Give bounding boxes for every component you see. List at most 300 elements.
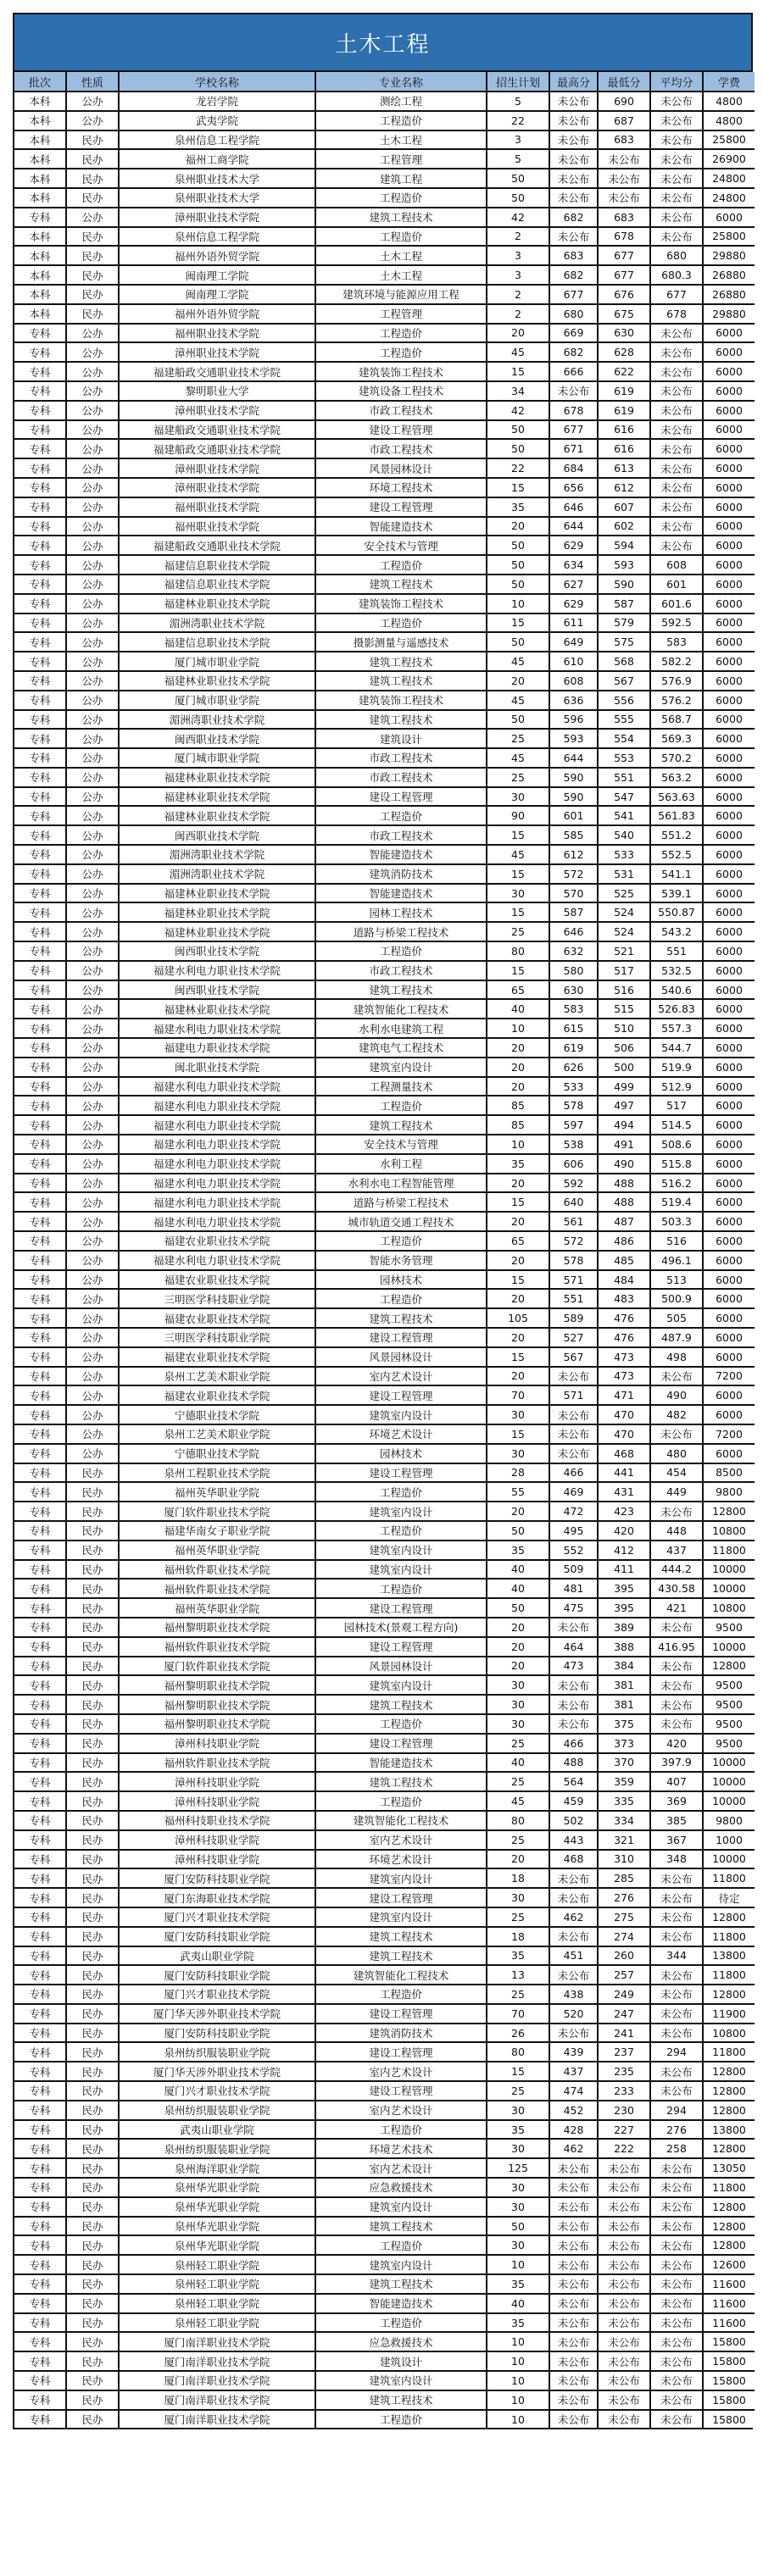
cell-batch: 专科 bbox=[14, 671, 66, 691]
cell-type: 公办 bbox=[66, 787, 119, 807]
cell-type: 公办 bbox=[66, 710, 119, 730]
cell-school: 闽西职业技术学院 bbox=[119, 941, 315, 961]
cell-major: 环境艺术技术 bbox=[315, 2139, 487, 2158]
cell-avg-score: 未公布 bbox=[650, 420, 703, 440]
cell-min-score: 616 bbox=[598, 420, 650, 440]
cell-school: 三明医学科技职业学院 bbox=[119, 1328, 315, 1347]
cell-type: 公办 bbox=[66, 594, 119, 613]
cell-min-score: 473 bbox=[598, 1347, 650, 1367]
cell-tuition: 29880 bbox=[703, 304, 755, 324]
cell-tuition: 6000 bbox=[703, 517, 755, 536]
cell-batch: 专科 bbox=[14, 2101, 66, 2120]
cell-min-score: 未公布 bbox=[598, 2332, 650, 2351]
cell-type: 民办 bbox=[66, 1502, 119, 1521]
cell-tuition: 9800 bbox=[703, 1811, 755, 1830]
cell-avg-score: 未公布 bbox=[650, 2062, 703, 2081]
cell-max-score: 未公布 bbox=[549, 227, 598, 247]
cell-plan: 15 bbox=[487, 864, 549, 884]
cell-max-score: 572 bbox=[549, 864, 598, 884]
cell-major: 市政工程技术 bbox=[315, 439, 487, 458]
cell-avg-score: 407 bbox=[650, 1772, 703, 1791]
cell-school: 厦门兴才职业技术学院 bbox=[119, 2081, 315, 2101]
cell-major: 建筑室内设计 bbox=[315, 2371, 487, 2390]
cell-type: 公办 bbox=[66, 1115, 119, 1135]
cell-type: 公办 bbox=[66, 1231, 119, 1251]
table-row bbox=[14, 2062, 755, 2081]
cell-avg-score: 563.63 bbox=[650, 787, 703, 807]
cell-major: 建筑室内设计 bbox=[315, 1541, 487, 1560]
cell-plan: 10 bbox=[487, 2371, 549, 2390]
cell-avg-score: 未公布 bbox=[650, 401, 703, 420]
table-row bbox=[14, 1328, 755, 1347]
cell-avg-score: 未公布 bbox=[650, 1618, 703, 1637]
cell-major: 建筑室内设计 bbox=[315, 1868, 487, 1888]
table-row bbox=[14, 1038, 755, 1058]
cell-tuition: 15800 bbox=[703, 2332, 755, 2351]
col-header-max-score: 最高分 bbox=[549, 72, 598, 92]
cell-max-score: 未公布 bbox=[549, 2235, 598, 2255]
cell-avg-score: 678 bbox=[650, 304, 703, 324]
cell-plan: 30 bbox=[487, 1695, 549, 1714]
table-row bbox=[14, 1251, 755, 1270]
cell-school: 闽西职业技术学院 bbox=[119, 980, 315, 1000]
cell-plan: 80 bbox=[487, 941, 549, 961]
cell-type: 公办 bbox=[66, 1077, 119, 1096]
cell-school: 福州外语外贸学院 bbox=[119, 304, 315, 324]
cell-avg-score: 500.9 bbox=[650, 1289, 703, 1308]
cell-plan: 26 bbox=[487, 2024, 549, 2043]
cell-max-score: 572 bbox=[549, 1231, 598, 1251]
table-row bbox=[14, 208, 755, 227]
cell-avg-score: 512.9 bbox=[650, 1077, 703, 1096]
cell-batch: 专科 bbox=[14, 845, 66, 864]
cell-plan: 20 bbox=[487, 1618, 549, 1637]
cell-batch: 专科 bbox=[14, 1289, 66, 1308]
cell-plan: 15 bbox=[487, 961, 549, 980]
cell-school: 泉州工艺美术职业学院 bbox=[119, 1367, 315, 1386]
cell-tuition: 6000 bbox=[703, 1174, 755, 1193]
cell-type: 民办 bbox=[66, 1927, 119, 1946]
cell-tuition: 6000 bbox=[703, 1019, 755, 1038]
cell-school: 福建水利电力职业技术学院 bbox=[119, 1077, 315, 1096]
table-row bbox=[14, 169, 755, 188]
cell-batch: 专科 bbox=[14, 1482, 66, 1502]
cell-school: 福州软件职业技术学院 bbox=[119, 1579, 315, 1598]
cell-major: 环境工程技术 bbox=[315, 478, 487, 497]
cell-max-score: 未公布 bbox=[549, 2158, 598, 2178]
cell-school: 漳州职业技术学院 bbox=[119, 401, 315, 420]
cell-max-score: 611 bbox=[549, 613, 598, 633]
cell-max-score: 677 bbox=[549, 285, 598, 304]
cell-type: 民办 bbox=[66, 130, 119, 150]
cell-max-score: 612 bbox=[549, 845, 598, 864]
table-row bbox=[14, 1695, 755, 1714]
table-row bbox=[14, 652, 755, 671]
cell-major: 市政工程技术 bbox=[315, 768, 487, 787]
cell-batch: 专科 bbox=[14, 2024, 66, 2043]
cell-type: 公办 bbox=[66, 902, 119, 922]
cell-type: 民办 bbox=[66, 2313, 119, 2333]
cell-plan: 30 bbox=[487, 2178, 549, 2197]
cell-plan: 20 bbox=[487, 1289, 549, 1308]
cell-min-score: 590 bbox=[598, 575, 650, 594]
cell-type: 公办 bbox=[66, 1424, 119, 1444]
cell-min-score: 411 bbox=[598, 1560, 650, 1579]
cell-major: 园林工程技术 bbox=[315, 902, 487, 922]
cell-batch: 专科 bbox=[14, 2274, 66, 2294]
cell-max-score: 630 bbox=[549, 980, 598, 1000]
cell-max-score: 未公布 bbox=[549, 381, 598, 401]
cell-school: 泉州轻工职业学院 bbox=[119, 2274, 315, 2294]
cell-tuition: 1000 bbox=[703, 1830, 755, 1850]
cell-plan: 50 bbox=[487, 536, 549, 555]
cell-batch: 专科 bbox=[14, 922, 66, 941]
cell-min-score: 587 bbox=[598, 594, 650, 613]
cell-type: 公办 bbox=[66, 1289, 119, 1308]
cell-tuition: 11800 bbox=[703, 1868, 755, 1888]
cell-school: 漳州科技职业学院 bbox=[119, 1772, 315, 1791]
cell-major: 建设工程管理 bbox=[315, 1637, 487, 1657]
cell-min-score: 222 bbox=[598, 2139, 650, 2158]
cell-avg-score: 未公布 bbox=[650, 497, 703, 517]
cell-min-score: 476 bbox=[598, 1308, 650, 1328]
cell-min-score: 359 bbox=[598, 1772, 650, 1791]
cell-max-score: 567 bbox=[549, 1347, 598, 1367]
cell-type: 民办 bbox=[66, 265, 119, 285]
cell-major: 园林技术 bbox=[315, 1270, 487, 1290]
cell-major: 土木工程 bbox=[315, 265, 487, 285]
cell-school: 福建船政交通职业技术学院 bbox=[119, 439, 315, 458]
cell-plan: 10 bbox=[487, 2332, 549, 2351]
cell-type: 公办 bbox=[66, 1347, 119, 1367]
cell-type: 民办 bbox=[66, 2371, 119, 2390]
col-header-batch: 批次 bbox=[14, 72, 66, 92]
cell-avg-score: 未公布 bbox=[650, 227, 703, 247]
cell-type: 公办 bbox=[66, 825, 119, 845]
cell-tuition: 6000 bbox=[703, 478, 755, 497]
cell-max-score: 610 bbox=[549, 652, 598, 671]
cell-min-score: 497 bbox=[598, 1096, 650, 1115]
cell-school: 福建水利电力职业技术学院 bbox=[119, 1212, 315, 1231]
cell-type: 民办 bbox=[66, 2235, 119, 2255]
cell-avg-score: 258 bbox=[650, 2139, 703, 2158]
cell-batch: 专科 bbox=[14, 2390, 66, 2410]
cell-max-score: 未公布 bbox=[549, 1965, 598, 1985]
cell-school: 泉州职业技术大学 bbox=[119, 169, 315, 188]
table-row bbox=[14, 458, 755, 478]
cell-batch: 专科 bbox=[14, 1695, 66, 1714]
cell-plan: 25 bbox=[487, 1830, 549, 1850]
cell-tuition: 6000 bbox=[703, 613, 755, 633]
cell-avg-score: 437 bbox=[650, 1541, 703, 1560]
cell-batch: 专科 bbox=[14, 1657, 66, 1676]
cell-school: 厦门软件职业技术学院 bbox=[119, 1502, 315, 1521]
cell-type: 民办 bbox=[66, 2332, 119, 2351]
table-row bbox=[14, 594, 755, 613]
cell-tuition: 6000 bbox=[703, 999, 755, 1019]
cell-tuition: 11800 bbox=[703, 2178, 755, 2197]
cell-avg-score: 未公布 bbox=[650, 1985, 703, 2004]
cell-major: 建设工程管理 bbox=[315, 787, 487, 807]
cell-major: 建设工程管理 bbox=[315, 497, 487, 517]
cell-type: 公办 bbox=[66, 1038, 119, 1058]
cell-avg-score: 未公布 bbox=[650, 1675, 703, 1695]
cell-min-score: 395 bbox=[598, 1579, 650, 1598]
cell-school: 福州软件职业技术学院 bbox=[119, 1560, 315, 1579]
cell-school: 宁德职业技术学院 bbox=[119, 1444, 315, 1463]
cell-max-score: 未公布 bbox=[549, 1868, 598, 1888]
cell-tuition: 15800 bbox=[703, 2371, 755, 2390]
cell-max-score: 580 bbox=[549, 961, 598, 980]
cell-min-score: 676 bbox=[598, 285, 650, 304]
cell-min-score: 233 bbox=[598, 2081, 650, 2101]
cell-type: 公办 bbox=[66, 1444, 119, 1463]
cell-plan: 3 bbox=[487, 246, 549, 265]
cell-avg-score: 未公布 bbox=[650, 111, 703, 130]
cell-major: 工程造价 bbox=[315, 1521, 487, 1541]
cell-tuition: 4800 bbox=[703, 92, 755, 111]
cell-batch: 本科 bbox=[14, 304, 66, 324]
cell-major: 建设工程管理 bbox=[315, 1734, 487, 1753]
cell-tuition: 6000 bbox=[703, 1058, 755, 1077]
cell-tuition: 9800 bbox=[703, 1482, 755, 1502]
cell-school: 湄洲湾职业技术学院 bbox=[119, 710, 315, 730]
cell-batch: 专科 bbox=[14, 420, 66, 440]
cell-min-score: 未公布 bbox=[598, 2294, 650, 2313]
cell-tuition: 7200 bbox=[703, 1424, 755, 1444]
table-row bbox=[14, 1154, 755, 1174]
cell-batch: 专科 bbox=[14, 2062, 66, 2081]
cell-avg-score: 551.2 bbox=[650, 825, 703, 845]
cell-avg-score: 496.1 bbox=[650, 1251, 703, 1270]
cell-batch: 本科 bbox=[14, 265, 66, 285]
cell-batch: 专科 bbox=[14, 1367, 66, 1386]
col-header-major: 专业名称 bbox=[315, 72, 487, 92]
cell-min-score: 551 bbox=[598, 768, 650, 787]
cell-school: 厦门东海职业技术学院 bbox=[119, 1888, 315, 1907]
cell-major: 建筑室内设计 bbox=[315, 1675, 487, 1695]
cell-plan: 5 bbox=[487, 149, 549, 169]
cell-avg-score: 515.8 bbox=[650, 1154, 703, 1174]
cell-tuition: 11800 bbox=[703, 2042, 755, 2062]
cell-max-score: 509 bbox=[549, 1560, 598, 1579]
cell-avg-score: 498 bbox=[650, 1347, 703, 1367]
table-row bbox=[14, 304, 755, 324]
cell-major: 建筑智能化工程技术 bbox=[315, 999, 487, 1019]
cell-plan: 30 bbox=[487, 1405, 549, 1424]
cell-avg-score: 552.5 bbox=[650, 845, 703, 864]
table-row bbox=[14, 130, 755, 150]
cell-plan: 30 bbox=[487, 884, 549, 903]
cell-major: 建筑智能化工程技术 bbox=[315, 1811, 487, 1830]
cell-tuition: 6000 bbox=[703, 401, 755, 420]
cell-school: 福州软件职业技术学院 bbox=[119, 1753, 315, 1773]
table-row bbox=[14, 999, 755, 1019]
cell-type: 民办 bbox=[66, 2004, 119, 2024]
cell-tuition: 6000 bbox=[703, 342, 755, 362]
cell-plan: 30 bbox=[487, 1714, 549, 1734]
cell-tuition: 6000 bbox=[703, 1328, 755, 1347]
cell-school: 福建水利电力职业技术学院 bbox=[119, 1192, 315, 1212]
table-row bbox=[14, 1115, 755, 1135]
cell-school: 三明医学科技职业学院 bbox=[119, 1289, 315, 1308]
cell-max-score: 428 bbox=[549, 2120, 598, 2140]
cell-school: 湄洲湾职业技术学院 bbox=[119, 864, 315, 884]
cell-batch: 专科 bbox=[14, 1868, 66, 1888]
cell-avg-score: 未公布 bbox=[650, 1927, 703, 1946]
cell-batch: 专科 bbox=[14, 1328, 66, 1347]
cell-school: 福州工商学院 bbox=[119, 149, 315, 169]
cell-min-score: 235 bbox=[598, 2062, 650, 2081]
table-row bbox=[14, 1927, 755, 1946]
cell-type: 公办 bbox=[66, 941, 119, 961]
cell-major: 建设工程管理 bbox=[315, 1463, 487, 1483]
cell-batch: 专科 bbox=[14, 1444, 66, 1463]
cell-type: 民办 bbox=[66, 1888, 119, 1907]
cell-max-score: 未公布 bbox=[549, 2313, 598, 2333]
cell-type: 公办 bbox=[66, 1251, 119, 1270]
cell-tuition: 12800 bbox=[703, 2101, 755, 2120]
cell-batch: 专科 bbox=[14, 1850, 66, 1869]
cell-avg-score: 677 bbox=[650, 285, 703, 304]
cell-major: 建筑工程技术 bbox=[315, 1695, 487, 1714]
cell-max-score: 未公布 bbox=[549, 111, 598, 130]
cell-min-score: 575 bbox=[598, 632, 650, 652]
cell-max-score: 671 bbox=[549, 439, 598, 458]
table-row bbox=[14, 1347, 755, 1367]
cell-school: 漳州职业技术学院 bbox=[119, 458, 315, 478]
cell-plan: 125 bbox=[487, 2158, 549, 2178]
cell-max-score: 475 bbox=[549, 1598, 598, 1618]
table-row bbox=[14, 1675, 755, 1695]
cell-max-score: 666 bbox=[549, 362, 598, 381]
cell-plan: 10 bbox=[487, 594, 549, 613]
cell-tuition: 6000 bbox=[703, 884, 755, 903]
cell-batch: 专科 bbox=[14, 748, 66, 768]
cell-tuition: 10800 bbox=[703, 2024, 755, 2043]
cell-major: 工程造价 bbox=[315, 1985, 487, 2004]
cell-tuition: 6000 bbox=[703, 1289, 755, 1308]
cell-min-score: 540 bbox=[598, 825, 650, 845]
cell-batch: 专科 bbox=[14, 1618, 66, 1637]
cell-school: 福建信息职业技术学院 bbox=[119, 575, 315, 594]
cell-major: 建筑工程技术 bbox=[315, 1927, 487, 1946]
table-row bbox=[14, 1541, 755, 1560]
cell-tuition: 10000 bbox=[703, 1579, 755, 1598]
table-row bbox=[14, 2139, 755, 2158]
cell-max-score: 未公布 bbox=[549, 1367, 598, 1386]
cell-school: 厦门安防科技职业学院 bbox=[119, 1927, 315, 1946]
cell-avg-score: 416.95 bbox=[650, 1637, 703, 1657]
cell-school: 漳州职业技术学院 bbox=[119, 208, 315, 227]
table-row bbox=[14, 2294, 755, 2313]
cell-type: 民办 bbox=[66, 2101, 119, 2120]
cell-plan: 15 bbox=[487, 613, 549, 633]
cell-min-score: 373 bbox=[598, 1734, 650, 1753]
cell-batch: 专科 bbox=[14, 1212, 66, 1231]
cell-type: 公办 bbox=[66, 729, 119, 748]
cell-tuition: 10800 bbox=[703, 1521, 755, 1541]
cell-batch: 专科 bbox=[14, 2410, 66, 2429]
cell-type: 公办 bbox=[66, 671, 119, 691]
cell-tuition: 12800 bbox=[703, 2081, 755, 2101]
table-row bbox=[14, 1405, 755, 1424]
cell-school: 福州英华职业学院 bbox=[119, 1482, 315, 1502]
cell-batch: 专科 bbox=[14, 1598, 66, 1618]
cell-batch: 专科 bbox=[14, 1907, 66, 1927]
cell-type: 公办 bbox=[66, 980, 119, 1000]
cell-major: 市政工程技术 bbox=[315, 748, 487, 768]
cell-school: 福建林业职业技术学院 bbox=[119, 999, 315, 1019]
table-row bbox=[14, 1579, 755, 1598]
cell-min-score: 628 bbox=[598, 342, 650, 362]
cell-avg-score: 420 bbox=[650, 1734, 703, 1753]
cell-plan: 30 bbox=[487, 1675, 549, 1695]
cell-plan: 45 bbox=[487, 652, 549, 671]
cell-max-score: 未公布 bbox=[549, 130, 598, 150]
cell-tuition: 9500 bbox=[703, 1675, 755, 1695]
table-row bbox=[14, 420, 755, 440]
cell-avg-score: 未公布 bbox=[650, 2294, 703, 2313]
cell-plan: 22 bbox=[487, 458, 549, 478]
cell-min-score: 554 bbox=[598, 729, 650, 748]
table-row bbox=[14, 478, 755, 497]
cell-plan: 18 bbox=[487, 1868, 549, 1888]
cell-max-score: 644 bbox=[549, 517, 598, 536]
cell-tuition: 13800 bbox=[703, 1946, 755, 1966]
cell-avg-score: 421 bbox=[650, 1598, 703, 1618]
cell-tuition: 9500 bbox=[703, 1695, 755, 1714]
cell-tuition: 6000 bbox=[703, 748, 755, 768]
cell-major: 建筑室内设计 bbox=[315, 1502, 487, 1521]
table-row bbox=[14, 227, 755, 247]
cell-max-score: 669 bbox=[549, 324, 598, 343]
cell-type: 公办 bbox=[66, 748, 119, 768]
cell-batch: 专科 bbox=[14, 1811, 66, 1830]
cell-type: 民办 bbox=[66, 2294, 119, 2313]
cell-major: 工程造价 bbox=[315, 2410, 487, 2429]
cell-plan: 20 bbox=[487, 671, 549, 691]
cell-max-score: 561 bbox=[549, 1212, 598, 1231]
cell-school: 湄洲湾职业技术学院 bbox=[119, 613, 315, 633]
cell-school: 福建信息职业技术学院 bbox=[119, 555, 315, 575]
cell-min-score: 未公布 bbox=[598, 2178, 650, 2197]
cell-tuition: 11600 bbox=[703, 2274, 755, 2294]
cell-type: 公办 bbox=[66, 884, 119, 903]
cell-school: 泉州职业技术大学 bbox=[119, 188, 315, 208]
cell-min-score: 321 bbox=[598, 1830, 650, 1850]
cell-plan: 10 bbox=[487, 1019, 549, 1038]
cell-avg-score: 541.1 bbox=[650, 864, 703, 884]
cell-batch: 专科 bbox=[14, 1579, 66, 1598]
cell-batch: 专科 bbox=[14, 575, 66, 594]
cell-min-score: 470 bbox=[598, 1405, 650, 1424]
cell-school: 闽南理工学院 bbox=[119, 285, 315, 304]
cell-major: 建筑室内设计 bbox=[315, 2255, 487, 2274]
cell-batch: 专科 bbox=[14, 1521, 66, 1541]
cell-type: 民办 bbox=[66, 2197, 119, 2217]
cell-school: 福建水利电力职业技术学院 bbox=[119, 1019, 315, 1038]
cell-avg-score: 348 bbox=[650, 1850, 703, 1869]
cell-type: 民办 bbox=[66, 2178, 119, 2197]
table-row bbox=[14, 2042, 755, 2062]
cell-max-score: 495 bbox=[549, 1521, 598, 1541]
cell-plan: 34 bbox=[487, 381, 549, 401]
cell-type: 公办 bbox=[66, 768, 119, 787]
cell-max-score: 未公布 bbox=[549, 2255, 598, 2274]
cell-tuition: 9500 bbox=[703, 1714, 755, 1734]
cell-school: 厦门南洋职业技术学院 bbox=[119, 2332, 315, 2351]
